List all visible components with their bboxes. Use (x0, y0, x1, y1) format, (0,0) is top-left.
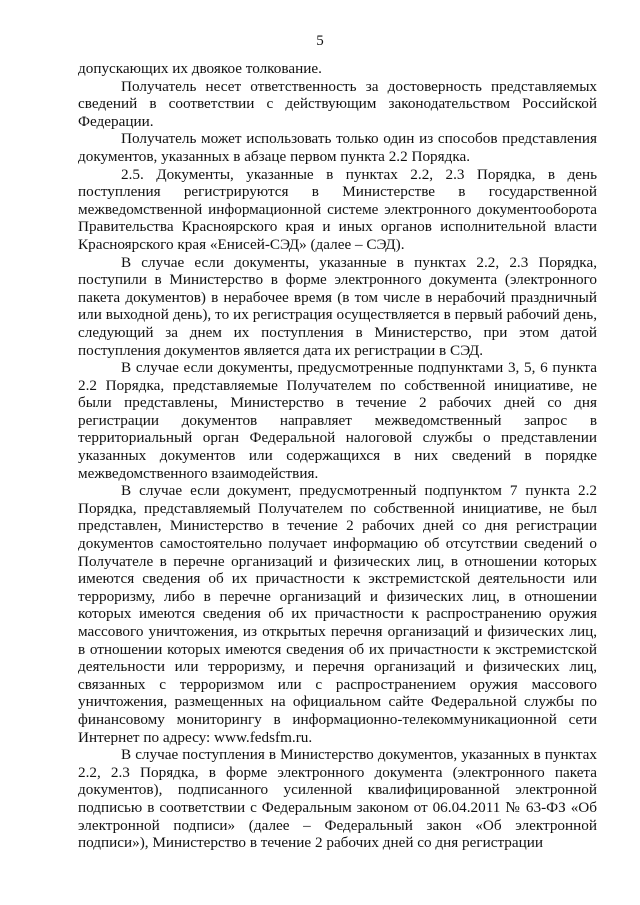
paragraph-extremism-check: В случае если документ, предусмотренный подпунктом 7 пункта 2.2 Порядка, представляемый Получателем по собственной инициативе, не был представлен, Министерство в течение 2 рабочих дней со дня регистрации документов самостоятельно получает информацию об отсутствии сведений о Получателе в перечне организаций и физических лиц, в отношении которых имеются сведения об их причастности к экстремистской деятельности или терроризму, либо в перечне организаций и физических лиц, в отношении которых имеются сведения об их причастности к распространению оружия массового уничтожения, из открытых перечня организаций и физических лиц, в отношении которых имеются сведения об их причастности к экстремистской деятельности или терроризму, и перечня организаций и физических лиц, связанных с терроризмом или с распространением оружия массового уничтожения, размещенных на официальном сайте Федеральной службы по финансовому мониторингу в информационно-телекоммуникационной сети Интернет по адресу: www.fedsfm.ru. (78, 482, 597, 746)
paragraph-continuation: допускающих их двоякое толкование. (78, 60, 322, 77)
paragraph-2-5-registration: 2.5. Документы, указанные в пунктах 2.2, 2.3 Порядка, в день поступления регистрируются в Министерстве в государственной межведомственной информационной системе электронного документооборота Правительства Красноярского края и иных органов исполнительной власти Красноярского края «Енисей-СЭД» (далее – СЭД). (78, 165, 597, 253)
page-number: 5 (316, 33, 324, 49)
paragraph-submission-method: Получатель может использовать только один из способов представления документов, указанных в абзаце первом пункта 2.2 Порядка. (78, 130, 597, 165)
paragraph-tax-request: В случае если документы, предусмотренные подпунктами 3, 5, 6 пункта 2.2 Порядка, представляемые Получателем по собственной инициативе, не были представлены, Министерство в течение 2 рабочих дней со дня регистрации документов направляет межведомственный запрос в территориальный орган Федеральной налоговой службы о представлении указанных документов или содержащихся в них сведений в порядке межведомственного взаимодействия. (78, 359, 597, 482)
paragraph-responsibility: Получатель несет ответственность за достоверность представляемых сведений в соответствии с действующим законодательством Российской Федерации. (78, 77, 597, 130)
paragraph-electronic-signature: В случае поступления в Министерство документов, указанных в пунктах 2.2, 2.3 Порядка, в форме электронного документа (электронного пакета документов), подписанного усиленной квалифицированной электронной подписью в соответствии с Федеральным законом от 06.04.2011 № 63-ФЗ «Об электронной подписи» (далее – Федеральный закон «Об электронной подписи»), Министерство в течение 2 рабочих дней со дня регистрации (78, 746, 597, 852)
paragraph-nonworking-time: В случае если документы, указанные в пунктах 2.2, 2.3 Порядка, поступили в Министерство в форме электронного документа (электронного пакета документов) в нерабочее время (в том числе в нерабочий праздничный или выходной день), то их регистрация осуществляется в первый рабочий день, следующий за днем их поступления в Министерство, при этом датой поступления документов является дата их регистрации в СЭД. (78, 253, 597, 359)
document-body (78, 60, 597, 852)
